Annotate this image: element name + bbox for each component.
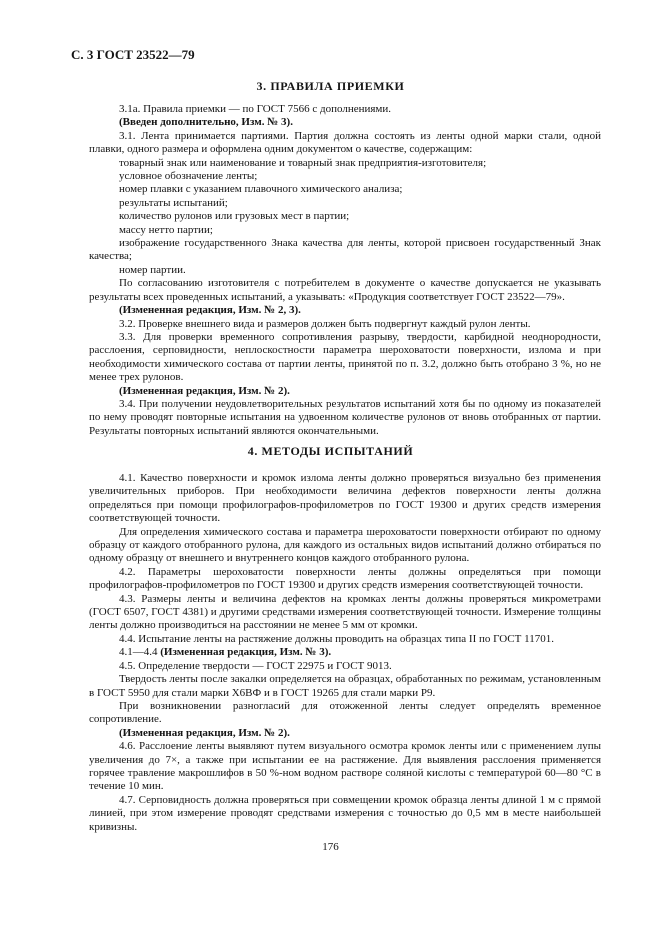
paragraph-agreement: По согласованию изготовителя с потребителем в документе о качестве допускается не указывать результаты всех проведенных испытаний, а указывать: «Продукция соответствует ГОСТ 23522—79». [89, 277, 601, 303]
list-item: товарный знак или наименование и товарный знак предприятия-изготовителя; [119, 156, 487, 169]
list-item: номер плавки с указанием плавочного химического анализа; [119, 183, 403, 196]
section-4-title: 4. МЕТОДЫ ИСПЫТАНИЙ [247, 444, 414, 458]
list-item: массу нетто партии; [119, 223, 213, 236]
note-text: (Измененная редакция, Изм. № 3). [160, 646, 332, 659]
paragraph-4-1: 4.1. Качество поверхности и кромок излома ленты должно проверяться визуально без применения увеличительных приборов. При необходимости величина дефектов поверхности ленты должна определяться при помощи профилографов-профилометров по ГОСТ 19300 и других средств измерения соответствующей точности. [89, 472, 601, 525]
section-3-title: 3. ПРАВИЛА ПРИЕМКИ [256, 79, 405, 93]
paragraph-4-6: 4.6. Расслоение ленты выявляют путем визуального осмотра кромок ленты или с применением лупы увеличения до 7×, а также при испытании ее на растяжение. Для выявления расслоения применяется горячее травление макрошлифов в 50 %-ном водном растворе соляной кислоты с температурой 60—80 °С в течение 10 мин. [89, 740, 601, 793]
amendment-note: (Измененная редакция, Изм. № 2). [119, 384, 290, 397]
paragraph-3-1a: 3.1а. Правила приемки — по ГОСТ 7566 с дополнениями. [119, 103, 392, 115]
page-header: С. 3 ГОСТ 23522—79 [71, 47, 195, 62]
list-item: условное обозначение ленты; [119, 170, 258, 183]
section-3-body [89, 103, 601, 438]
list-item: номер партии. [119, 263, 186, 276]
paragraph-3-1: 3.1. Лента принимается партиями. Партия должна состоять из ленты одной марки стали, одной плавки, одного размера и оформлена одним документом о качестве, содержащим: [89, 129, 601, 156]
paragraph-4-2: 4.2. Параметры шероховатости поверхности ленты должны определяться при помощи профилографов-профилометров по ГОСТ 19300 и других средств измерения соответствующей точности. [89, 565, 601, 592]
paragraph-4-5b: Твердость ленты после закалки определяется на образцах, обработанных по режимам, установленным в ГОСТ 5950 для стали марки Х6ВФ и в ГОСТ 19265 для стали марки Р9. [89, 673, 601, 699]
list-item: результаты испытаний; [119, 196, 228, 209]
paragraph-3-2: 3.2. Проверке внешнего вида и размеров должен быть подвергнут каждый рулон ленты. [119, 317, 531, 330]
list-item: изображение государственного Знака качества для ленты, которой присвоен государственный Знак качества; [89, 237, 601, 263]
amendment-note: (Измененная редакция, Изм. № 2). [119, 726, 290, 739]
page-number: 176 [322, 841, 339, 853]
paragraph-4-3: 4.3. Размеры ленты и величина дефектов на кромках ленты должны проверяться микрометрами (ГОСТ 6507, ГОСТ 4381) и другими средствами измерения соответствующей точности. Измерение толщины ленты должно производиться на расстоянии не менее 5 мм от кромки. [89, 592, 601, 632]
paragraph-3-4: 3.4. При получении неудовлетворительных результатов испытаний хотя бы по одному из показателей по нему проводят повторные испытания на удвоенном количестве рулонов от вновь отобранных от партии. Результаты повторных испытаний являются окончательными. [89, 397, 601, 437]
paragraph-4-5c: При возникновении разногласий для отожженной ленты следует определять временное сопротивление. [89, 699, 601, 726]
amendment-note: (Введен дополнительно, Изм. № 3). [119, 116, 293, 129]
amendment-note-4-1-4-4 [89, 646, 601, 659]
paragraph-4-7: 4.7. Серповидность должна проверяться при совмещении кромок образца ленты длиной 1 м с прямой линией, при этом измерение проводят средствами измерения с точностью до 0,5 мм в месте наибольшей кривизны. [89, 793, 601, 833]
paragraph-3-3: 3.3. Для проверки временного сопротивления разрыву, твердости, карбидной неоднородности, расслоения, серповидности, неплоскостности параметра шероховатости поверхности, излома и при необходимости химического состава от партии ленты, принятой по п. 3.2, должно быть отобрано 3 %, но не менее трех рулонов. [89, 330, 601, 384]
list-item: количество рулонов или грузовых мест в партии; [119, 210, 350, 223]
section-4-body [89, 472, 601, 834]
note-range: 4.1—4.4 [119, 646, 158, 659]
amendment-note: (Измененная редакция, Изм. № 2, 3). [119, 304, 301, 317]
paragraph-4-1b: Для определения химического состава и параметра шероховатости поверхности отбирают по одному образцу от каждого отобранного рулона, для каждого из остальных видов испытаний должно отбираться по одному образцу от внешнего и внутреннего концов каждого отобранного рулона. [89, 525, 601, 565]
paragraph-4-4: 4.4. Испытание ленты на растяжение должны проводить на образцах типа II по ГОСТ 11701. [119, 632, 554, 645]
paragraph-4-5: 4.5. Определение твердости — ГОСТ 22975 и ГОСТ 9013. [119, 659, 392, 672]
